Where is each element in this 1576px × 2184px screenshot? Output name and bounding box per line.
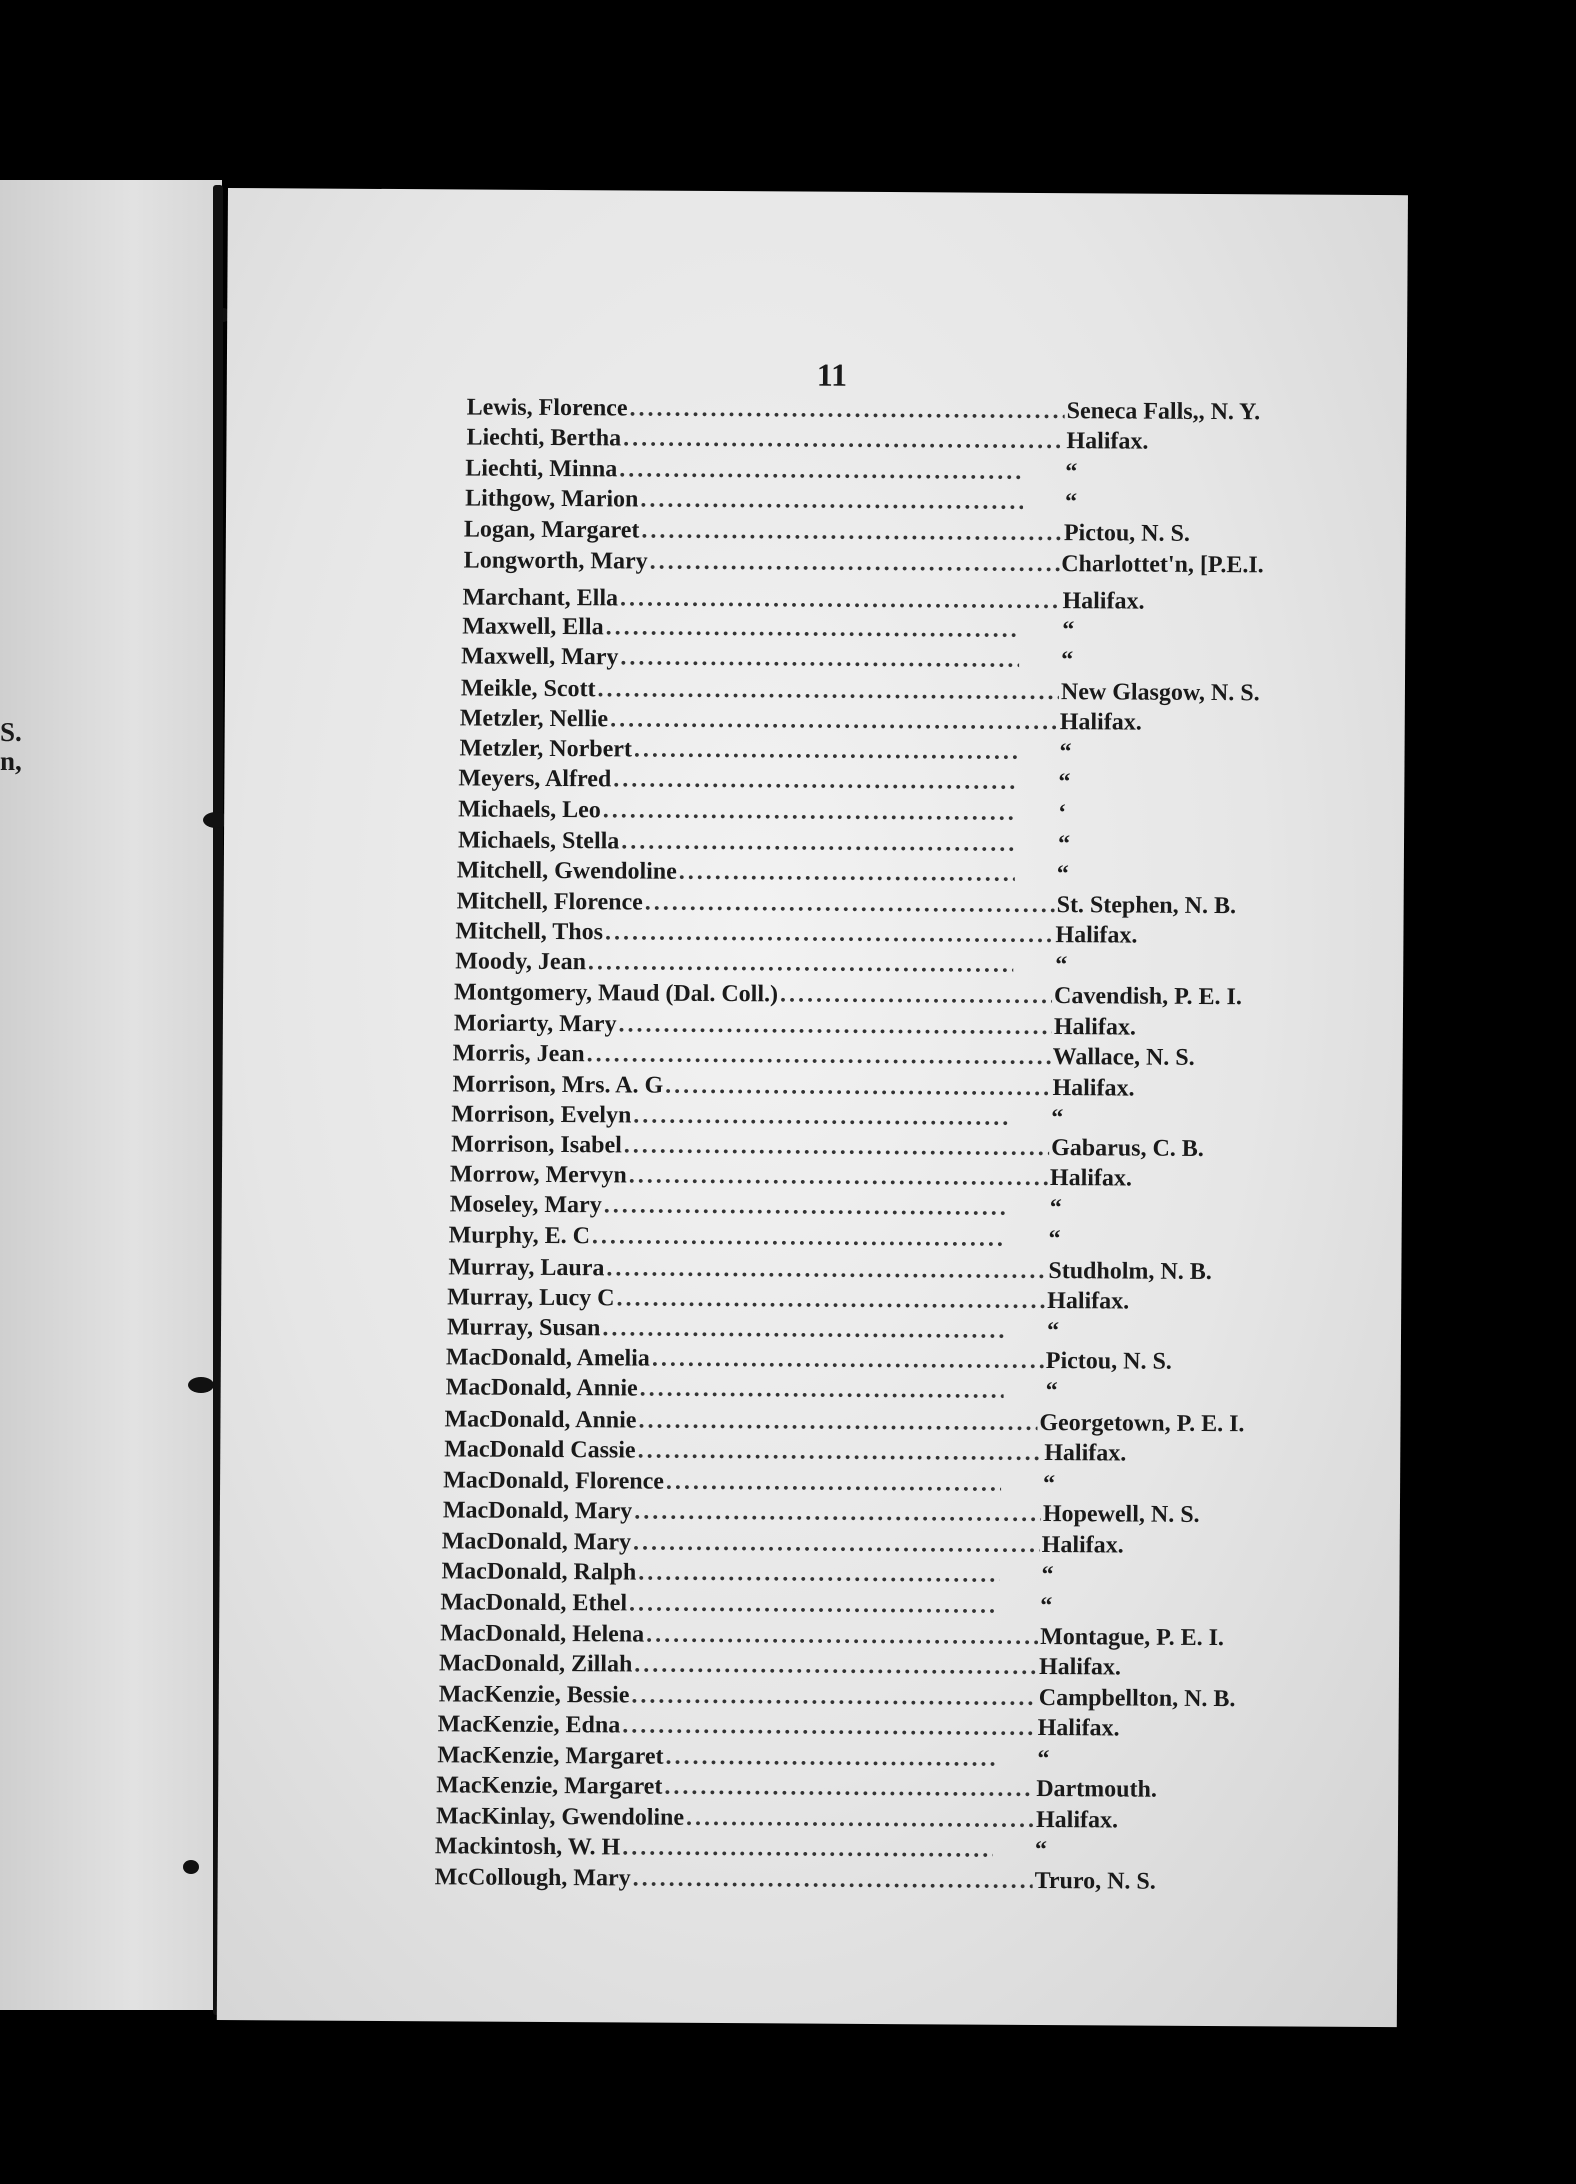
entry-place: “ bbox=[1055, 952, 1068, 979]
entry-place: Studholm, N. B. bbox=[1048, 1258, 1212, 1286]
directory-entry bbox=[467, 394, 1267, 429]
directory-entry bbox=[457, 888, 1257, 923]
dot-leader bbox=[606, 614, 1021, 644]
entry-place: “ bbox=[1065, 489, 1078, 516]
entry-name: MacDonald, Mary bbox=[441, 1528, 632, 1556]
entry-name: MacKenzie, Margaret bbox=[437, 1742, 664, 1770]
directory-entry bbox=[455, 918, 1255, 953]
entry-name: Morrow, Mervyn bbox=[449, 1161, 627, 1189]
entry-name: Longworth, Mary bbox=[463, 547, 648, 575]
entry-place: Montague, P. E. I. bbox=[1040, 1623, 1225, 1652]
entry-name: Morrison, Evelyn bbox=[451, 1101, 632, 1129]
dot-leader bbox=[640, 487, 1023, 516]
entry-name: Meyers, Alfred bbox=[458, 765, 612, 793]
left-page-fragment: S. bbox=[0, 717, 22, 747]
entry-name: MacDonald Cassie bbox=[444, 1436, 636, 1464]
entry-name: Murray, Laura bbox=[448, 1254, 605, 1282]
entry-place: “ bbox=[1056, 861, 1069, 888]
dot-leader bbox=[631, 1682, 1037, 1711]
entry-name: Moody, Jean bbox=[455, 948, 587, 976]
entry-place: Halifax. bbox=[1049, 1165, 1133, 1192]
entry-name: MacDonald, Mary bbox=[442, 1497, 633, 1525]
dot-leader bbox=[603, 797, 1017, 827]
dot-leader bbox=[620, 644, 1019, 673]
dot-leader bbox=[638, 1408, 1037, 1437]
entry-place: “ bbox=[1046, 1318, 1060, 1345]
dot-leader bbox=[640, 1376, 1004, 1405]
directory-entry bbox=[446, 1344, 1246, 1379]
entry-name: MacDonald, Annie bbox=[445, 1374, 638, 1402]
entry-name: Morrison, Isabel bbox=[451, 1131, 622, 1159]
directory-entry bbox=[450, 1161, 1250, 1196]
dot-leader bbox=[665, 1073, 1051, 1102]
directory-entry bbox=[453, 1040, 1253, 1075]
entry-place: Seneca Falls,, N. Y. bbox=[1066, 398, 1261, 426]
dot-leader bbox=[638, 1438, 1043, 1467]
entry-name: MacDonald, Ethel bbox=[440, 1589, 628, 1617]
dot-leader bbox=[624, 1132, 1049, 1162]
entry-name: Maxwell, Ella bbox=[462, 613, 604, 641]
entry-name: Liechti, Bertha bbox=[466, 424, 622, 452]
entry-name: Metzler, Nellie bbox=[459, 705, 609, 733]
entry-name: MacDonald, Amelia bbox=[445, 1344, 650, 1372]
entry-name: Logan, Margaret bbox=[463, 516, 640, 544]
dot-leader bbox=[679, 859, 1015, 888]
document-page bbox=[217, 188, 1408, 2027]
directory-entry bbox=[465, 485, 1265, 520]
directory-entry bbox=[443, 1467, 1243, 1502]
directory-entry bbox=[444, 1406, 1244, 1441]
directory-entry bbox=[466, 424, 1266, 459]
entry-place: Campbellton, N. B. bbox=[1038, 1684, 1236, 1713]
directory-entry bbox=[440, 1589, 1240, 1624]
entry-name: MacDonald, Ralph bbox=[441, 1558, 637, 1586]
entry-place: Halifax. bbox=[1053, 1014, 1136, 1041]
entry-name: Michaels, Leo bbox=[458, 796, 601, 824]
directory-entry bbox=[447, 1284, 1247, 1319]
directory-entry bbox=[436, 1803, 1236, 1838]
dot-leader bbox=[780, 981, 1052, 1010]
dot-leader bbox=[602, 1315, 1005, 1344]
directory-entry bbox=[439, 1681, 1239, 1716]
entry-place: Pictou, N. S. bbox=[1045, 1348, 1172, 1375]
entry-name: MacDonald, Florence bbox=[443, 1467, 665, 1495]
dot-leader bbox=[629, 1590, 998, 1619]
entry-place: Halifax. bbox=[1055, 922, 1138, 949]
left-page-fragment: n, bbox=[0, 746, 22, 776]
binding-mark bbox=[183, 1860, 199, 1874]
entry-name: Metzler, Norbert bbox=[459, 735, 633, 763]
entry-place: ‘ bbox=[1058, 800, 1067, 827]
entry-place: “ bbox=[1065, 459, 1078, 486]
directory-entry bbox=[461, 675, 1261, 710]
dot-leader bbox=[646, 1622, 1038, 1651]
dot-leader bbox=[686, 1805, 1034, 1834]
dot-leader bbox=[588, 949, 1013, 979]
directory-entry bbox=[439, 1650, 1239, 1685]
entry-place: Halifax. bbox=[1038, 1653, 1122, 1681]
dot-leader bbox=[666, 1469, 1001, 1498]
entry-name: MacKenzie, Margaret bbox=[436, 1772, 663, 1800]
dot-leader bbox=[613, 766, 1016, 795]
entry-name: MacDonald, Helena bbox=[440, 1620, 645, 1648]
directory-entry bbox=[455, 948, 1255, 983]
entry-name: Michaels, Stella bbox=[457, 827, 620, 855]
directory-entry bbox=[447, 1314, 1247, 1349]
entry-place: Cavendish, P. E. I. bbox=[1053, 983, 1242, 1011]
dot-leader bbox=[641, 518, 1062, 548]
entry-place: “ bbox=[1041, 1561, 1054, 1589]
entry-name: Moriarty, Mary bbox=[453, 1010, 617, 1038]
entry-place: “ bbox=[1061, 647, 1074, 674]
directory-entry bbox=[460, 705, 1260, 740]
entry-name: Murphy, E. C bbox=[448, 1222, 591, 1250]
directory-entry bbox=[454, 1010, 1254, 1045]
entry-name: Mitchell, Gwendoline bbox=[456, 857, 677, 885]
directory-entry bbox=[448, 1254, 1248, 1289]
entry-place: Truro, N. S. bbox=[1034, 1867, 1156, 1895]
entry-place: Charlottet'n, [P.E.I. bbox=[1061, 551, 1264, 579]
dot-leader bbox=[622, 1712, 1036, 1742]
entry-place: “ bbox=[1062, 617, 1075, 644]
dot-leader bbox=[652, 1346, 1044, 1375]
entry-place: “ bbox=[1045, 1378, 1058, 1405]
entry-place: “ bbox=[1051, 1105, 1064, 1132]
entry-place: “ bbox=[1057, 831, 1071, 858]
page-number: 11 bbox=[816, 356, 848, 393]
dot-leader bbox=[620, 585, 1061, 615]
dot-leader bbox=[622, 1834, 993, 1863]
entry-place: “ bbox=[1049, 1195, 1062, 1222]
dot-leader bbox=[605, 919, 1054, 949]
dot-leader bbox=[634, 736, 1018, 765]
directory-entry bbox=[435, 1833, 1235, 1868]
left-page bbox=[0, 180, 222, 2010]
entry-name: Maxwell, Mary bbox=[461, 643, 619, 671]
directory-entry bbox=[441, 1558, 1241, 1593]
entry-name: McCollough, Mary bbox=[434, 1864, 631, 1892]
entry-place: Halifax. bbox=[1044, 1440, 1127, 1467]
entry-name: MacDonald, Annie bbox=[444, 1406, 637, 1434]
dot-leader bbox=[618, 1011, 1052, 1041]
entry-name: Mitchell, Florence bbox=[456, 888, 643, 916]
entry-place: Halifax. bbox=[1037, 1714, 1120, 1742]
entry-name: Moseley, Mary bbox=[449, 1191, 602, 1219]
entry-name: Lewis, Florence bbox=[466, 394, 628, 422]
directory-entry bbox=[446, 1374, 1246, 1409]
entry-place: “ bbox=[1048, 1226, 1061, 1253]
entry-place: “ bbox=[1058, 769, 1071, 796]
entry-place: Halifax. bbox=[1062, 588, 1145, 615]
dot-leader bbox=[629, 395, 1064, 425]
entry-name: Marchant, Ella bbox=[462, 584, 619, 612]
directory-entry bbox=[440, 1620, 1240, 1655]
entry-place: Halifax. bbox=[1047, 1288, 1130, 1315]
entry-place: “ bbox=[1043, 1471, 1056, 1498]
directory-entry bbox=[438, 1711, 1238, 1746]
entry-name: MacDonald, Zillah bbox=[438, 1650, 633, 1678]
dot-leader bbox=[610, 706, 1058, 736]
entry-place: Georgetown, P. E. I. bbox=[1039, 1409, 1245, 1438]
entry-name: MacKenzie, Bessie bbox=[438, 1681, 630, 1709]
dot-leader bbox=[616, 1285, 1045, 1315]
entry-place: “ bbox=[1040, 1592, 1053, 1620]
dot-leader bbox=[645, 890, 1055, 920]
directory-entry bbox=[449, 1222, 1249, 1257]
directory-entry bbox=[443, 1497, 1243, 1532]
directory-entry bbox=[462, 613, 1262, 648]
directory-entry bbox=[465, 455, 1265, 490]
entry-place: New Glasgow, N. S. bbox=[1060, 679, 1260, 707]
entry-place: Halifax. bbox=[1066, 428, 1149, 455]
dot-leader bbox=[634, 1652, 1037, 1681]
directory-entry bbox=[452, 1071, 1252, 1106]
entry-name: Mitchell, Thos bbox=[455, 918, 604, 946]
entry-name: MacKinlay, Gwendoline bbox=[435, 1803, 685, 1831]
directory-entry bbox=[457, 857, 1257, 892]
entry-place: Halifax. bbox=[1052, 1075, 1135, 1102]
dot-leader bbox=[623, 425, 1065, 455]
dot-leader bbox=[650, 549, 1060, 579]
directory-entry bbox=[464, 547, 1264, 582]
directory-entry bbox=[458, 765, 1258, 800]
entry-name: MacKenzie, Edna bbox=[437, 1711, 621, 1739]
directory-entry bbox=[454, 979, 1254, 1014]
dot-leader bbox=[621, 828, 1016, 857]
directory-entry bbox=[444, 1436, 1244, 1471]
directory-entry bbox=[458, 796, 1258, 831]
directory-entry bbox=[461, 643, 1261, 678]
directory-entry bbox=[451, 1101, 1251, 1136]
entry-place: “ bbox=[1059, 739, 1072, 766]
directory-entry bbox=[442, 1528, 1242, 1563]
entry-place: Gabarus, C. B. bbox=[1051, 1135, 1204, 1162]
binding-mark bbox=[188, 1377, 214, 1393]
directory-entry bbox=[451, 1131, 1251, 1166]
directory-entry bbox=[437, 1742, 1237, 1777]
entry-place: St. Stephen, N. B. bbox=[1056, 892, 1237, 920]
directory-entry bbox=[435, 1864, 1235, 1899]
entry-place: Wallace, N. S. bbox=[1052, 1044, 1195, 1071]
directory-entry bbox=[459, 735, 1259, 770]
dot-leader bbox=[665, 1744, 995, 1773]
dot-leader bbox=[633, 1866, 1033, 1895]
dot-leader bbox=[606, 1255, 1046, 1285]
entry-name: Montgomery, Maud (Dal. Coll.) bbox=[454, 979, 779, 1008]
entry-place: “ bbox=[1037, 1745, 1050, 1773]
entry-place: Hopewell, N. S. bbox=[1042, 1501, 1200, 1528]
dot-leader bbox=[597, 676, 1059, 706]
directory-entry bbox=[464, 516, 1264, 551]
entry-name: Mackintosh, W. H bbox=[434, 1833, 621, 1861]
dot-leader bbox=[629, 1162, 1048, 1192]
directory-entry bbox=[458, 827, 1258, 862]
entry-place: “ bbox=[1034, 1836, 1047, 1864]
dot-leader bbox=[638, 1560, 999, 1589]
dot-leader bbox=[587, 1041, 1051, 1071]
entry-place: Halifax. bbox=[1041, 1531, 1124, 1559]
dot-leader bbox=[633, 1102, 1009, 1131]
entry-name: Lithgow, Marion bbox=[465, 485, 639, 513]
directory-entry bbox=[450, 1191, 1250, 1226]
dot-leader bbox=[634, 1499, 1041, 1528]
entry-place: Pictou, N. S. bbox=[1063, 520, 1190, 547]
entry-place: Halifax. bbox=[1035, 1806, 1119, 1834]
dot-leader bbox=[664, 1774, 1034, 1803]
entry-place: Halifax. bbox=[1059, 709, 1142, 736]
dot-leader bbox=[592, 1223, 1007, 1253]
entry-name: Murray, Lucy C bbox=[447, 1284, 615, 1312]
dot-leader bbox=[604, 1192, 1008, 1221]
entry-name: Liechti, Minna bbox=[465, 455, 618, 483]
entry-name: Murray, Susan bbox=[446, 1314, 601, 1342]
dot-leader bbox=[633, 1529, 1040, 1558]
entry-place: Dartmouth. bbox=[1036, 1775, 1157, 1803]
dot-leader bbox=[619, 456, 1023, 485]
entry-name: Morrison, Mrs. A. G bbox=[452, 1071, 664, 1099]
directory-entry bbox=[436, 1772, 1236, 1807]
entry-name: Morris, Jean bbox=[452, 1040, 585, 1068]
entry-name: Meikle, Scott bbox=[460, 675, 596, 703]
